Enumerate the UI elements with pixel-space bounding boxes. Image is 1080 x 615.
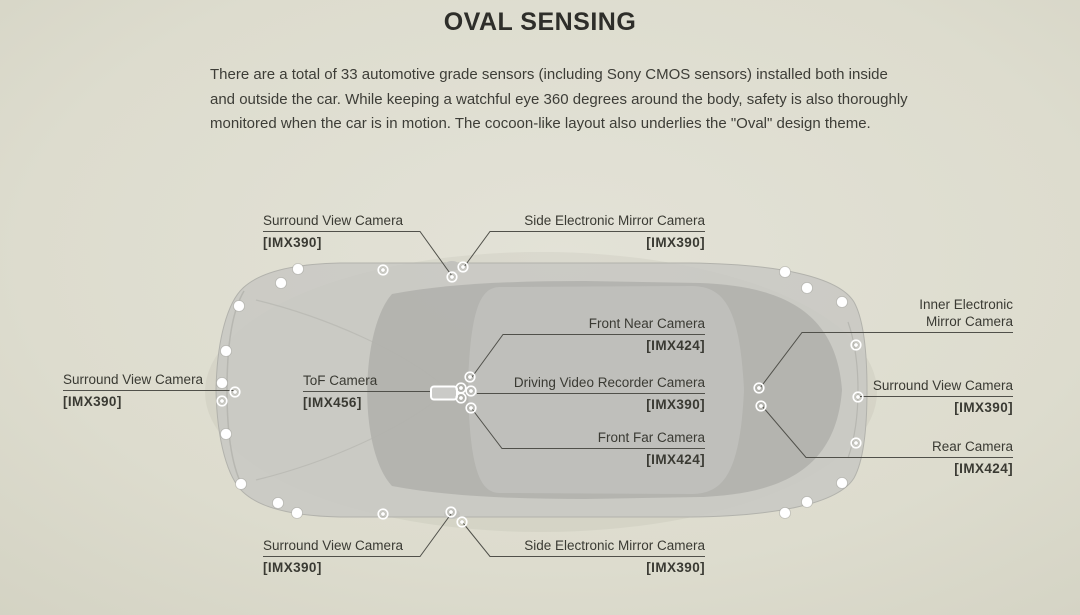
sensor-dot [234,301,245,312]
sensor-dot [854,441,858,445]
sensor-dot [236,479,247,490]
sensor-dot [459,386,463,390]
label-title: Front Far Camera [597,430,705,445]
sensor-dot [273,498,284,509]
label-model: [IMX390] [646,235,705,250]
sensor-dot [450,275,454,279]
label-side-electronic-mirror-camera-top [495,212,705,251]
sensor-dot [802,283,813,294]
sensor-dot [757,386,761,390]
page-title: OVAL SENSING [443,8,637,36]
label-surround-view-camera-right [868,377,1013,416]
sensor-dot [461,265,465,269]
label-surround-view-camera-left [63,371,233,410]
label-title-line1: Inner Electronic [919,297,1013,312]
label-model: [IMX456] [303,395,362,410]
label-title: Surround View Camera [63,372,204,387]
label-title: Side Electronic Mirror Camera [524,213,705,228]
label-model: [IMX424] [646,338,705,353]
label-inner-electronic-mirror-camera [863,296,1013,335]
sensor-dot [293,264,304,275]
sensor-dot [221,346,232,357]
sensor-dot [780,508,791,519]
label-driving-video-recorder-camera [485,374,705,413]
label-tof-camera [303,372,433,411]
label-side-electronic-mirror-camera-bottom [495,537,705,576]
label-title: Surround View Camera [263,538,404,553]
sensor-dot [759,404,763,408]
label-title: Front Near Camera [588,316,705,331]
label-title: ToF Camera [303,373,378,388]
sensor-dot [854,343,858,347]
label-title: Rear Camera [931,439,1013,454]
label-front-far-camera [545,429,705,468]
label-model: [IMX390] [646,560,705,575]
sensor-dot [292,508,303,519]
sensor-dot [469,389,473,393]
label-surround-view-camera-bottom [263,537,433,576]
sensor-dot [780,267,791,278]
label-model: [IMX390] [63,394,122,409]
label-model: [IMX390] [954,400,1013,415]
label-rear-camera [868,438,1013,477]
label-model: [IMX390] [646,397,705,412]
label-title: Side Electronic Mirror Camera [524,538,705,553]
sensor-dot [233,390,237,394]
sensor-dot [837,297,848,308]
tof-camera-marker [431,387,457,400]
sensor-dot [381,512,385,516]
label-title: Surround View Camera [872,378,1013,393]
sensor-dot [221,429,232,440]
intro-paragraph: There are a total of 33 automotive grade sensors (including Sony CMOS sensors) installed both inside and outside the car. While keeping a watchful eye 360 degrees around the body, safety is also thoroughly monitored when the car is in motion. The cocoon-like layout also underlies the "Oval" design theme. [210,66,908,132]
sensor-dot [276,278,287,289]
sensor-dot [837,478,848,489]
sensor-dot [856,395,860,399]
label-title-line2: Mirror Camera [925,314,1013,329]
label-title: Surround View Camera [263,213,404,228]
label-front-near-camera [545,315,705,354]
label-model: [IMX390] [263,560,322,575]
sensor-dot [449,510,453,514]
sensor-dot [802,497,813,508]
sensor-dot [469,406,473,410]
sensor-dot [468,375,472,379]
label-model: [IMX424] [954,461,1013,476]
sensor-dot [460,520,464,524]
label-model: [IMX390] [263,235,322,250]
label-model: [IMX424] [646,452,705,467]
label-title: Driving Video Recorder Camera [513,375,705,390]
label-surround-view-camera-top [263,212,433,251]
sensor-dot [459,396,463,400]
sensor-dot [381,268,385,272]
